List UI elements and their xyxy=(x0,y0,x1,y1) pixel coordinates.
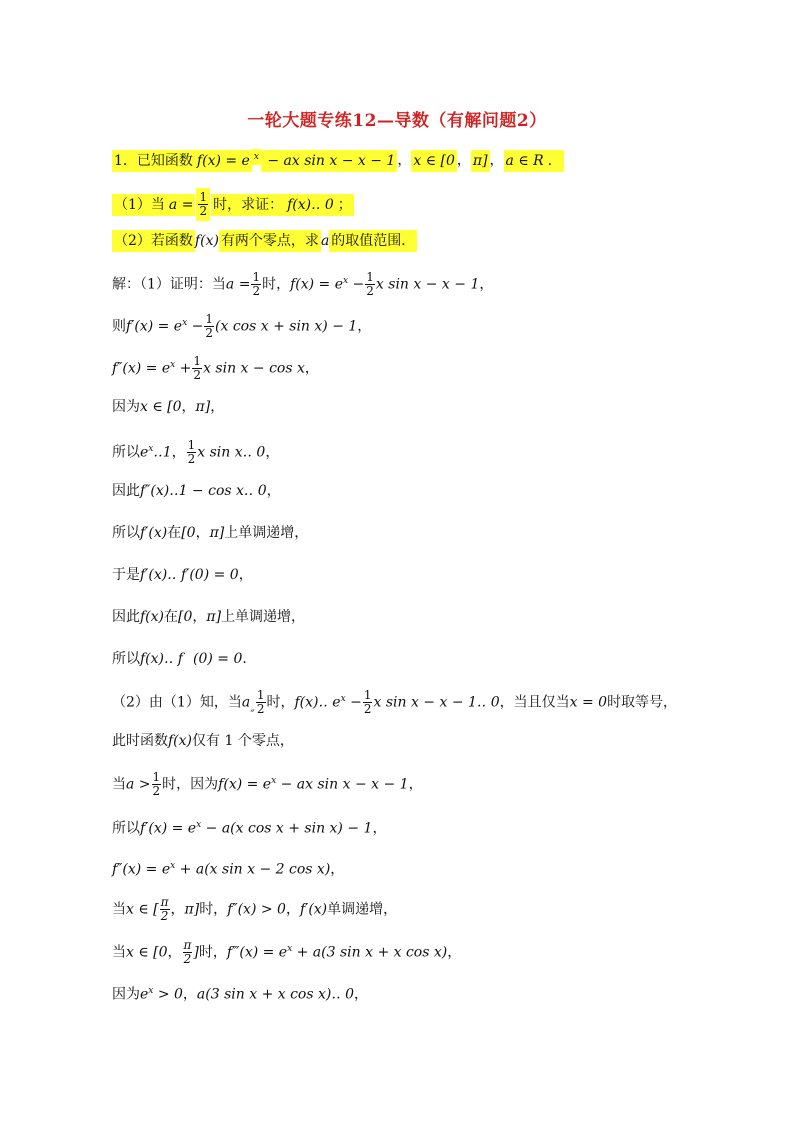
solution-line: 因此f(x)在[0，π]上单调递增， xyxy=(112,609,306,625)
solution-line: 因为x ∈ [0，π]， xyxy=(112,399,225,415)
solution-line: $f''(x) = e^x$ + $\frac{1}{2}$ x sin x − cos x， xyxy=(112,354,319,383)
solution-line: 此时函数f(x)仅有 1 个零点， xyxy=(112,733,294,749)
solution-line: 所以$f'(x) = e^x - a(x$ cos x + sin x) − 1， xyxy=(112,820,387,837)
fraction: $\frac{1}{2}$ xyxy=(196,188,210,221)
problem-statement: 1．已知函数 f(x) = e $^x$ − ax sin x − x − 1 ， x ∈ [0 ， π] ， a ∈ R ． xyxy=(112,146,564,172)
problem-part-2: （2）若函数 f(x) 有两个零点，求 a 的取值范围． xyxy=(112,230,417,252)
solution-line: 当x ∈ [0， $\frac{\pi}{2}$ ]时，f‴(x) = $e^x + a(3$ sin x + x cos x)， xyxy=(112,938,462,967)
solution-line: （2）由（1）知，当$a_„$ $\frac{1}{2}$ 时，f(x)‥ $e^x$ − $\frac{1}{2}$ x sin x − x − 1‥ 0，当且仅当x = 0时取等号， xyxy=(112,688,678,717)
solution-line: 当x ∈ [ $\frac{\pi}{2}$ ，π]时，f″(x) > 0，f′(x)单调递增， xyxy=(112,895,398,923)
solution-line: 解：（1）证明：当a = $\frac{1}{2}$ 时，$f(x) = e^x$ − $\frac{1}{2}$ x sin x − x − 1， xyxy=(112,270,494,299)
solution-line: 所以$e^x‥1$， $\frac{1}{2}$ x sin x‥ 0， xyxy=(112,438,280,467)
solution-line: 所以f′(x)在[0，π]上单调递增， xyxy=(112,525,309,541)
solution-line: $f''(x) = e^x + a(x$ sin x − 2 cos x)， xyxy=(112,861,345,878)
solution-line: 当a > $\frac{1}{2}$ 时，因为$f(x) = e^x$ − ax sin x − x − 1， xyxy=(112,770,423,799)
solution-line: 则$f'(x) = e^x$ − $\frac{1}{2}$ (x cos x + sin x) − 1， xyxy=(112,312,372,341)
solution-line: 所以f(x)‥ f (0) = 0． xyxy=(112,651,257,667)
problem-part-1: （1）当 a = $\frac{1}{2}$ 时，求证： f(x)‥ 0 ； xyxy=(112,188,354,221)
solution-line: 于是f′(x)‥ f′(0) = 0， xyxy=(112,567,253,583)
solution-line: 因为$e^x > 0$，a(3 sin x + x cos x)‥ 0， xyxy=(112,986,369,1003)
solution-line: 因此f″(x)‥1 − cos x‥ 0， xyxy=(112,483,281,499)
page-title: 一轮大题专练12—导数（有解问题2） xyxy=(247,111,547,131)
